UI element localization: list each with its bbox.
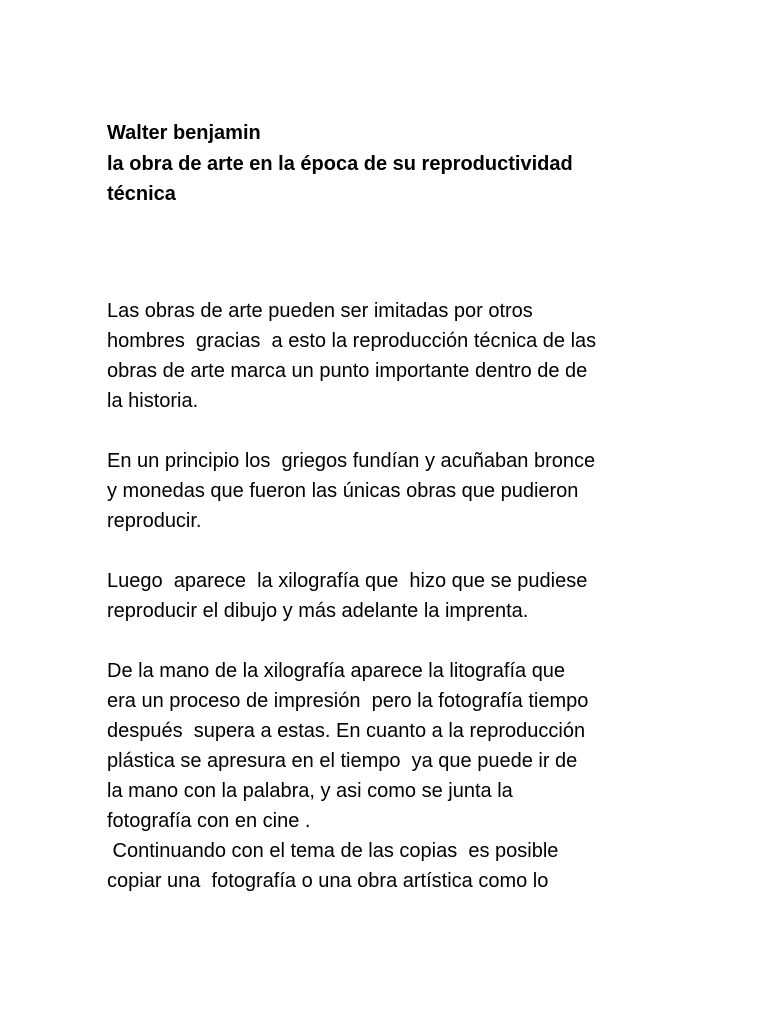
text-line: y monedas que fueron las únicas obras que pudieron	[107, 480, 579, 502]
text-line: plástica se apresura en el tiempo ya que puede ir de	[107, 750, 578, 772]
text-line: obras de arte marca un punto importante dentro de de	[107, 360, 588, 382]
text-line: copiar una fotografía o una obra artística como lo	[107, 870, 549, 892]
paragraph	[107, 296, 727, 416]
text-line: En un principio los griegos fundían y acuñaban bronce	[107, 450, 596, 472]
author-line: Walter benjamin	[107, 122, 261, 144]
paragraph	[107, 446, 727, 536]
text-line: Continuando con el tema de las copias es posible	[107, 840, 559, 862]
paragraph-spacer	[107, 416, 727, 446]
document-body	[107, 296, 727, 896]
text-line: Las obras de arte pueden ser imitadas por otros	[107, 300, 533, 322]
text-line: era un proceso de impresión pero la fotografía tiempo	[107, 690, 589, 712]
text-line: reproducir.	[107, 510, 202, 532]
text-line: hombres gracias a esto la reproducción técnica de las	[107, 330, 597, 352]
text-line: la historia.	[107, 390, 199, 412]
document-heading	[107, 118, 707, 210]
text-line: reproducir el dibujo y más adelante la imprenta.	[107, 600, 529, 622]
paragraph-spacer	[107, 626, 727, 656]
text-line: la mano con la palabra, y asi como se junta la	[107, 780, 513, 802]
paragraph-spacer	[107, 536, 727, 566]
paragraph	[107, 566, 727, 626]
text-line: Luego aparece la xilografía que hizo que se pudiese	[107, 570, 588, 592]
text-line: después supera a estas. En cuanto a la reproducción	[107, 720, 586, 742]
paragraph	[107, 656, 727, 896]
title-line: técnica	[107, 183, 176, 205]
title-line: la obra de arte en la época de su reproductividad	[107, 152, 573, 175]
text-line: De la mano de la xilografía aparece la litografía que	[107, 660, 566, 682]
text-line: fotografía con en cine .	[107, 810, 311, 832]
